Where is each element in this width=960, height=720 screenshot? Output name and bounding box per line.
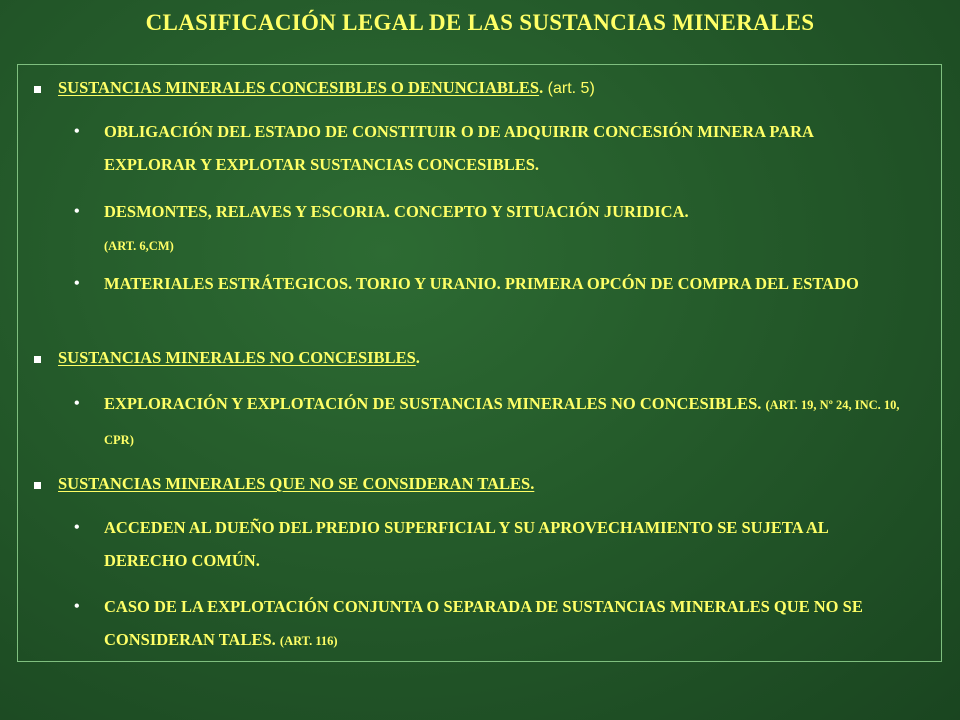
section-article-ref: (art. 5) — [543, 80, 595, 97]
list-item-ref: (ART. 19, Nº 24, INC. 10, CPR) — [104, 398, 900, 447]
bullet-icon: • — [74, 123, 80, 140]
bullet-icon: • — [74, 395, 80, 412]
list-item-ref: (ART. 116) — [279, 634, 338, 648]
section-heading: SUSTANCIAS MINERALES CONCESIBLES O DENUNCIABLES — [58, 78, 540, 97]
section-heading: SUSTANCIAS MINERALES NO CONCESIBLES — [58, 348, 416, 367]
list-item-text: CASO DE LA EXPLOTACIÓN CONJUNTA O SEPARADA DE SUSTANCIAS MINERALES QUE NO SE CONSIDERAN TALES. — [104, 597, 863, 649]
square-bullet-icon — [34, 356, 41, 363]
square-bullet-icon — [34, 482, 41, 489]
list-item-text: ACCEDEN AL DUEÑO DEL PREDIO SUPERFICIAL Y SU APROVECHAMIENTO SE SUJETA AL DERECHO COMÚN. — [104, 518, 828, 570]
bullet-icon: • — [74, 598, 80, 615]
section-heading: SUSTANCIAS MINERALES QUE NO SE CONSIDERAN TALES. — [58, 474, 535, 493]
list-item-text: EXPLORACIÓN Y EXPLOTACIÓN DE SUSTANCIAS MINERALES NO CONCESIBLES. — [104, 394, 762, 413]
list-item-ref: (ART. 6,CM) — [104, 239, 174, 253]
bullet-icon: • — [74, 519, 80, 536]
list-item-text: MATERIALES ESTRÁTEGICOS. TORIO Y URANIO. PRIMERA OPCÓN DE COMPRA DEL ESTADO — [104, 274, 859, 293]
section-heading-suffix: . — [539, 78, 544, 97]
bullet-icon: • — [74, 275, 80, 292]
section-heading-suffix: . — [415, 348, 420, 367]
page-title: CLASIFICACIÓN LEGAL DE LAS SUSTANCIAS MINERALES — [145, 10, 815, 35]
bullet-icon: • — [74, 203, 80, 220]
list-item-text: OBLIGACIÓN DEL ESTADO DE CONSTITUIR O DE ADQUIRIR CONCESIÓN MINERA PARA EXPLORAR Y EXPLOTAR SUSTANCIAS CONCESIBLES. — [104, 122, 814, 174]
square-bullet-icon — [34, 86, 41, 93]
list-item-text: DESMONTES, RELAVES Y ESCORIA. CONCEPTO Y SITUACIÓN JURIDICA. — [104, 202, 689, 221]
